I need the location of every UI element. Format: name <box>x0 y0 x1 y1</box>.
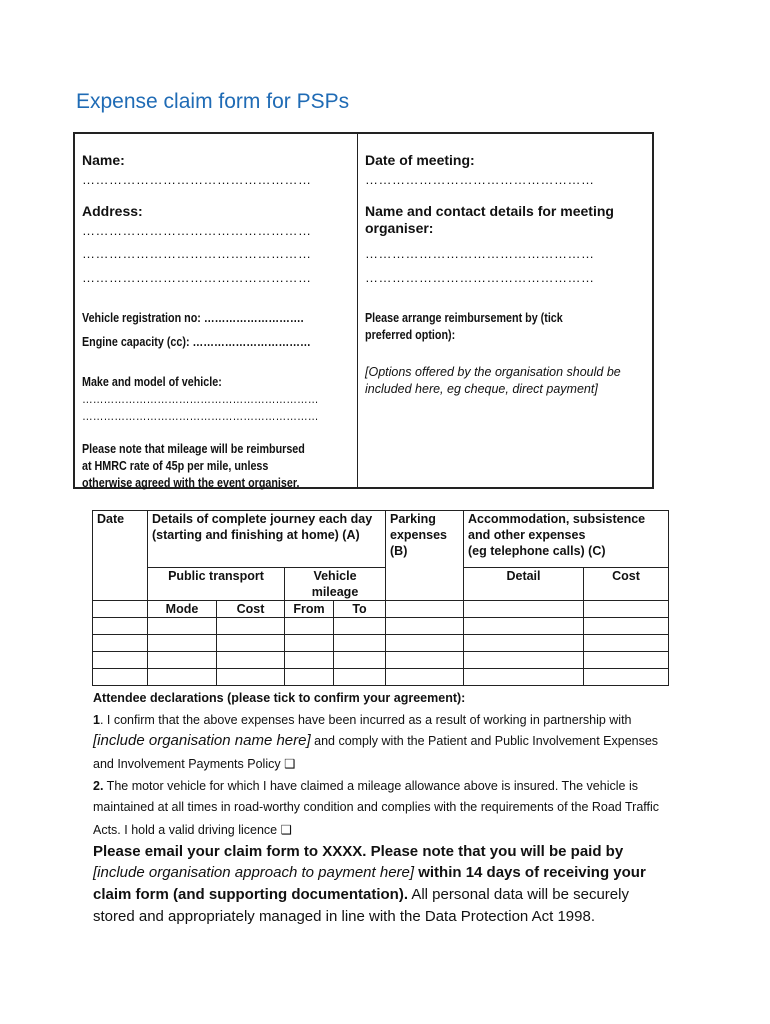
reimbursement-label-line-2: preferred option): <box>365 328 456 342</box>
final-note-line-3: claim form (and supporting documentation). All personal data will be securely <box>93 886 629 903</box>
table-cell[interactable] <box>464 618 584 635</box>
table-cell[interactable] <box>217 669 285 686</box>
date-of-meeting-field[interactable]: …………………………………………… <box>365 172 595 187</box>
table-cell[interactable] <box>464 652 584 669</box>
address-field-line-3[interactable]: …………………………………………… <box>82 270 312 285</box>
name-field[interactable]: …………………………………………… <box>82 172 312 187</box>
table-cell[interactable] <box>386 669 464 686</box>
organiser-field-line-1[interactable]: …………………………………………… <box>365 246 595 261</box>
table-cell[interactable] <box>285 669 334 686</box>
table-cell[interactable] <box>464 601 584 618</box>
name-label: Name: <box>82 152 125 168</box>
declaration-2-checkbox[interactable]: Acts. I hold a valid driving licence ❑ <box>93 823 292 837</box>
address-label: Address: <box>82 203 143 219</box>
table-cell[interactable] <box>584 601 669 618</box>
mileage-note-line-3: otherwise agreed with the event organiser. <box>82 476 300 490</box>
table-cell[interactable] <box>93 669 148 686</box>
expenses-table <box>92 510 669 686</box>
table-cell[interactable] <box>217 618 285 635</box>
final-note-line-1: Please email your claim form to XXXX. Please note that you will be paid by <box>93 843 624 860</box>
table-cell[interactable] <box>386 618 464 635</box>
table-cell[interactable] <box>148 618 217 635</box>
table-cell[interactable] <box>285 635 334 652</box>
table-cell[interactable] <box>464 635 584 652</box>
table-row <box>93 635 669 652</box>
table-cell[interactable] <box>584 652 669 669</box>
date-of-meeting-label: Date of meeting: <box>365 152 475 168</box>
table-cell[interactable] <box>584 669 669 686</box>
table-cell[interactable] <box>285 618 334 635</box>
options-note-line-2: included here, eg cheque, direct payment] <box>365 382 598 396</box>
claimant-details-box <box>73 132 654 489</box>
declaration-1-checkbox[interactable]: and Involvement Payments Policy ❑ <box>93 757 296 771</box>
table-row <box>93 652 669 669</box>
table-cell[interactable] <box>334 618 386 635</box>
organiser-field-line-2[interactable]: …………………………………………… <box>365 270 595 285</box>
table-cell[interactable] <box>93 618 148 635</box>
make-model-label: Make and model of vehicle: <box>82 375 222 389</box>
table-cell[interactable] <box>217 652 285 669</box>
make-model-field-line-1[interactable]: ………………………………………………………… <box>82 392 319 406</box>
table-cell[interactable] <box>584 635 669 652</box>
page-title: Expense claim form for PSPs <box>76 90 350 113</box>
table-cell[interactable] <box>386 601 464 618</box>
vehicle-registration-field[interactable]: Vehicle registration no: ………………………. <box>82 311 304 325</box>
transport-cost-header: Cost <box>217 601 285 618</box>
mode-header: Mode <box>148 601 217 618</box>
table-cell[interactable] <box>93 601 148 618</box>
declaration-1-line-2: [include organisation name here] and comply with the Patient and Public Involvement Expenses <box>93 732 659 749</box>
make-model-field-line-2[interactable]: ………………………………………………………… <box>82 409 319 423</box>
table-cell[interactable] <box>93 652 148 669</box>
declarations-heading: Attendee declarations (please tick to confirm your agreement): <box>93 691 466 705</box>
table-cell[interactable] <box>93 635 148 652</box>
table-cell[interactable] <box>285 652 334 669</box>
table-cell[interactable] <box>148 635 217 652</box>
accommodation-header: Accommodation, subsistence and other expenses (eg telephone calls) (C) <box>464 511 669 568</box>
table-cell[interactable] <box>386 652 464 669</box>
table-row <box>93 669 669 686</box>
date-header: Date <box>93 511 148 601</box>
mileage-note-line-1: Please note that mileage will be reimbursed <box>82 442 305 456</box>
table-cell[interactable] <box>334 652 386 669</box>
table-cell[interactable] <box>148 669 217 686</box>
options-note-line-1: [Options offered by the organisation should be <box>365 365 621 379</box>
table-cell[interactable] <box>386 635 464 652</box>
table-cell[interactable] <box>217 635 285 652</box>
table-cell[interactable] <box>584 618 669 635</box>
vehicle-mileage-header: Vehicle mileage <box>285 568 386 601</box>
cost-header: Cost <box>584 568 669 601</box>
detail-header: Detail <box>464 568 584 601</box>
table-cell[interactable] <box>334 669 386 686</box>
final-note-line-4: stored and appropriately managed in line with the Data Protection Act 1998. <box>93 908 595 925</box>
table-cell[interactable] <box>148 652 217 669</box>
declaration-1-line-1: 1. I confirm that the above expenses have been incurred as a result of working in partnership with <box>93 713 632 727</box>
table-cell[interactable] <box>334 635 386 652</box>
table-row <box>93 618 669 635</box>
table-cell[interactable] <box>464 669 584 686</box>
to-header: To <box>334 601 386 618</box>
final-note-line-2: [include organisation approach to payment here] within 14 days of receiving your <box>93 864 646 881</box>
journey-header: Details of complete journey each day (starting and finishing at home) (A) <box>148 511 386 568</box>
organiser-label-line-1: Name and contact details for meeting <box>365 203 614 219</box>
declaration-2-line-2: maintained at all times in road-worthy condition and complies with the requirements of the Road Traffic <box>93 800 660 814</box>
address-field-line-2[interactable]: …………………………………………… <box>82 246 312 261</box>
from-header: From <box>285 601 334 618</box>
reimbursement-label-line-1: Please arrange reimbursement by (tick <box>365 311 563 325</box>
parking-header: Parking expenses (B) <box>386 511 464 601</box>
organiser-label-line-2: organiser: <box>365 220 434 236</box>
declaration-2-line-1: 2. The motor vehicle for which I have claimed a mileage allowance above is insured. The vehicle is <box>93 779 638 793</box>
address-field-line-1[interactable]: …………………………………………… <box>82 223 312 238</box>
column-divider <box>357 134 358 487</box>
mileage-note-line-2: at HMRC rate of 45p per mile, unless <box>82 459 269 473</box>
public-transport-header: Public transport <box>148 568 285 601</box>
engine-capacity-field[interactable]: Engine capacity (cc): …………………………… <box>82 335 311 349</box>
